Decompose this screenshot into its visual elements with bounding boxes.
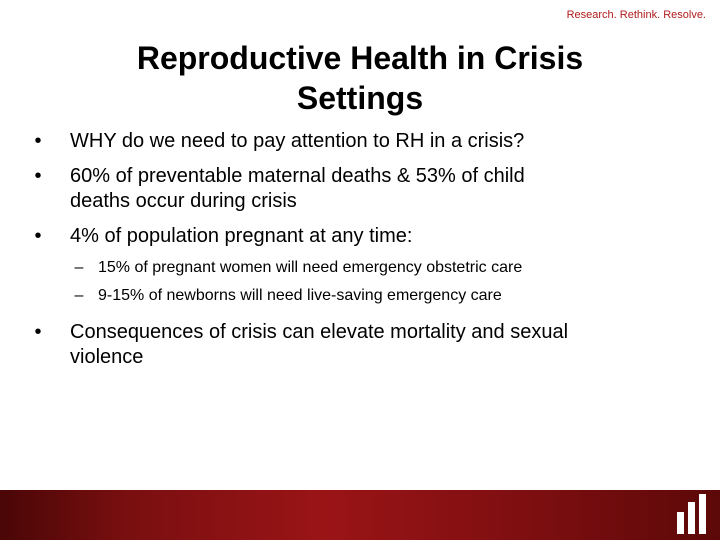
bullet-text: violence: [70, 346, 144, 368]
sub-bullet-text: 9-15% of newborns will need live-saving emergency care: [98, 287, 502, 304]
tagline: Research. Rethink. Resolve.: [566, 9, 706, 21]
bullet-text: WHY do we need to pay attention to RH in a crisis?: [70, 130, 525, 152]
sub-bullet-list: [70, 257, 688, 306]
footer-bar: [0, 490, 720, 540]
bullet-marker: •: [34, 225, 42, 247]
bullet-text: deaths occur during crisis: [70, 190, 297, 212]
bullet-consequences: [28, 320, 688, 370]
bullet-marker: •: [34, 321, 42, 343]
bullet-text: 4% of population pregnant at any time:: [70, 225, 413, 247]
bullet-maternal-deaths: [28, 164, 688, 214]
title-line-1: Reproductive Health in Crisis: [136, 40, 584, 76]
bullet-text: Consequences of crisis can elevate mortality and sexual: [70, 321, 569, 343]
bullet-text: 60% of preventable maternal deaths & 53% of child: [70, 165, 525, 187]
slide-title: [60, 38, 660, 118]
bullet-marker: •: [34, 130, 42, 152]
brand-logo-icon: [675, 494, 711, 534]
sub-bullet-newborns: [70, 285, 688, 306]
bullet-list: [28, 129, 688, 380]
title-line-2: Settings: [296, 80, 424, 116]
sub-bullet-text: 15% of pregnant women will need emergency obstetric care: [98, 259, 523, 276]
bullet-marker: •: [34, 165, 42, 187]
bullet-why: [28, 129, 688, 154]
dash-marker: –: [74, 259, 84, 276]
sub-bullet-obstetric: [70, 257, 688, 278]
dash-marker: –: [74, 287, 84, 304]
bullet-pregnant-population: [28, 224, 688, 306]
